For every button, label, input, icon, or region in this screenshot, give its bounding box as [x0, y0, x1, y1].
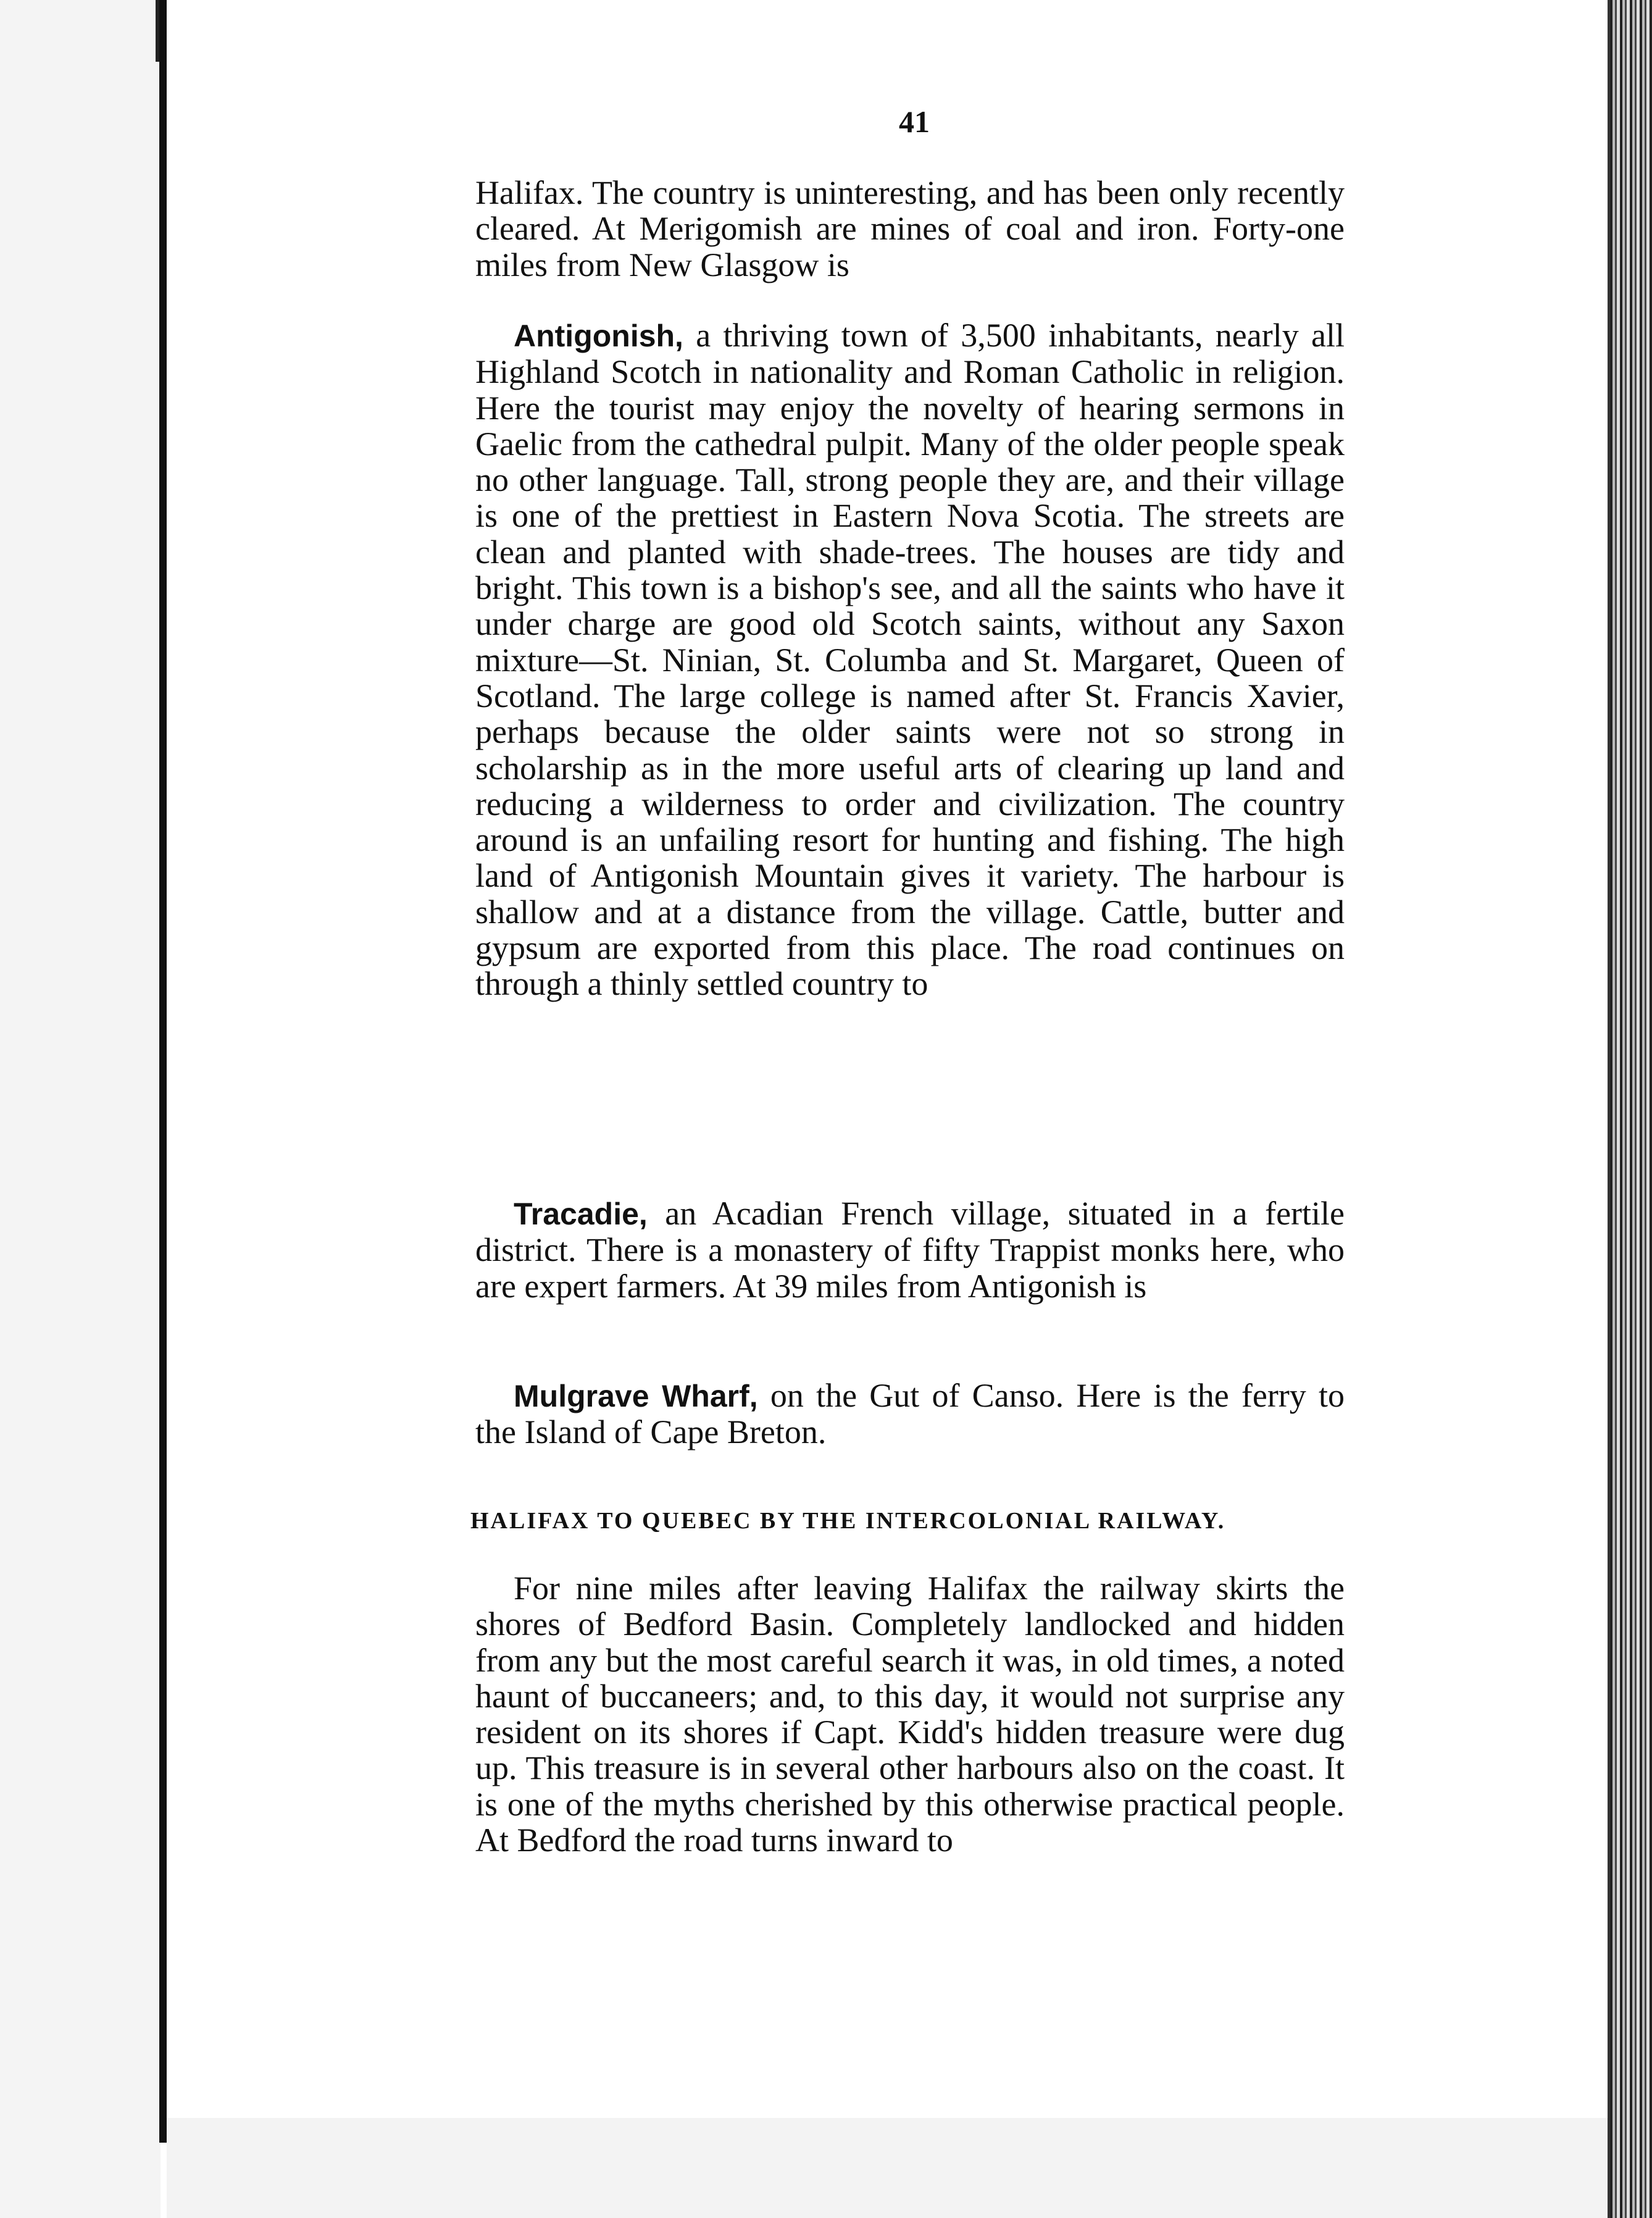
paragraph-text: on the Gut of Canso. Here is the ferry to the Island of Cape Breton.: [475, 1377, 1345, 1451]
page-stack-edge: [1610, 0, 1652, 2218]
section-heading: HALIFAX TO QUEBEC BY THE INTERCOLONIAL RAILWAY.: [470, 1508, 1226, 1534]
page-bottom-shade: [167, 2118, 1652, 2218]
place-name-mulgrave-wharf: Mulgrave Wharf,: [514, 1379, 758, 1413]
page-number: 41: [899, 104, 930, 139]
paragraph-halifax: [475, 175, 1345, 283]
paragraph-text: an Acadian French village, situated in a fertile district. There is a monastery of fifty Trappist monks here, who are expert farmers. At 39 miles from Antigonish is: [475, 1195, 1345, 1305]
place-name-antigonish: Antigonish,: [514, 319, 683, 353]
left-margin: [0, 0, 161, 2218]
paragraph-mulgrave-wharf: [475, 1378, 1345, 1450]
paragraph-antigonish: [475, 317, 1345, 1002]
paragraph-text: Halifax. The country is uninteresting, and has been only recently cleared. At Merigomish are mines of coal and iron. Forty-one miles from New Glasgow is: [475, 174, 1345, 283]
paragraph-bedford-basin: For nine miles after leaving Halifax the railway skirts the shores of Bedford Basin. Completely landlocked and hidden from any but the most careful search it was, in old times, a noted haunt of buccaneers; and, to this day, it would not surprise any resident on its shores if Capt. Kidd's hidden treasure were dug up. This treasure is in several other harbours also on the coast. It is one of the myths cherished by this otherwise practical people. At Bedford the road turns inward to: [475, 1570, 1345, 1859]
paragraph-text: a thriving town of 3,500 inhabitants, nearly all Highland Scotch in nationality and Roman Catholic in religion. Here the tourist may enjoy the novelty of hearing sermons in Gaelic from the cathedral pulpit. Many of the older people speak no other language. Tall, strong people they are, and their village is one of the prettiest in Eastern Nova Scotia. The streets are clean and planted with shade-trees. The houses are tidy and bright. This town is a bishop's see, and all the saints who have it under charge are good old Scotch saints, without any Saxon mixture—St. Ninian, St. Columba and St. Margaret, Queen of Scotland. The large college is named after St. Francis Xavier, perhaps because the older saints were not so strong in scholarship as in the more useful arts of clearing up land and reducing a wilderness to order and civilization. The country around is an unfailing resort for hunting and fishing. The high land of Antigonish Mountain gives it variety. The harbour is shallow and at a distance from the village. Cattle, butter and gypsum are exported from this place. The road continues on through a thinly settled country to: [475, 317, 1345, 1003]
paragraph-tracadie: [475, 1195, 1345, 1304]
place-name-tracadie: Tracadie,: [514, 1197, 648, 1231]
binding-line: [159, 0, 167, 2143]
